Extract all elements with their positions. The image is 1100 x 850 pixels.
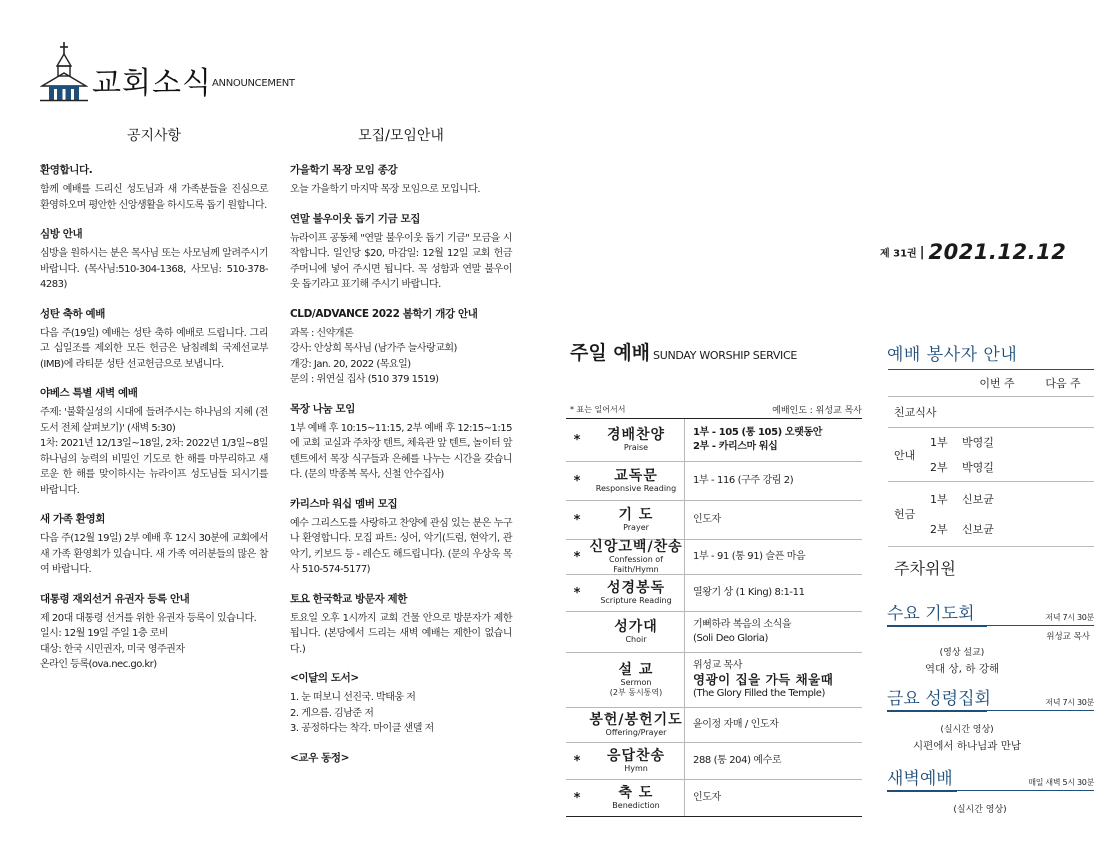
worship-item-name: 기 도 Prayer [588,501,685,539]
worship-order-table [566,418,862,817]
worship-item-name: 축 도 Benediction [588,780,685,816]
dawn-detail: (실시간 영상) [953,805,1007,815]
notice-body: 1부 예배 후 10:15~11:15, 2부 예배 후 12:15~1:15에 교회 교실과 주차장 텐트, 체육관 앞 텐트, 놀이터 앞 텐트에서 목장 식구들과 은혜를 나누는 시간을 갖습니다. (문의 박종복 목사, 신철 안수집사) [290,422,512,480]
wednesday-service-header [887,601,1094,626]
worship-row [566,575,862,612]
worship-item-content: 열왕기 상 (1 King) 8:1-11 [693,587,805,598]
friday-service-time: 저녁 7시 30분 [1045,698,1094,707]
guide-row: 2부 박영길 [930,461,994,474]
stand-marker: * [573,473,581,489]
bulletin-date: 2021.12.12 [928,240,1067,264]
notice-item [40,306,268,373]
notice-item [290,306,512,388]
worship-row [566,612,862,653]
notice-item [290,670,512,737]
notice-body: 다음 주(12월 19일) 2부 예배 후 12시 30분에 교회에서 새 가족 환영회가 있습니다. 새 가족 여러분들의 많은 참여 바랍니다. [40,533,268,575]
page-title: 교회소식 [92,66,212,101]
notice-title: <이달의 도서> [290,672,359,684]
notice-title: 심방 안내 [40,228,83,240]
worship-row [566,462,862,501]
notice-title: 카리스마 워십 멤버 모집 [290,497,398,510]
notice-title: 목장 나눔 모임 [290,402,355,415]
header [40,40,400,110]
notice-body: 주제: '불확실성의 시대에 들려주시는 하나님의 지혜 (전도서 전체 살펴보기)' (새벽 5:30) 1차: 2021년 12/13일~18일, 2차: 2022년 1/3일~8일 하나님의 능력의 비밀인 기도로 한 해를 마무리하고 새로운 한 해를 맞이하시는 뉴라이프 성도님들 되시기를 바랍니다. [40,407,268,496]
notice-item [290,401,512,483]
notice-body: 제 20대 대통령 선거를 위한 유권자 등록이 있습니다. 일시: 12월 19일 주일 1층 로비 대상: 한국 시민권자, 미국 영주권자 온라인 등록(ova.nec.go.kr) [40,612,257,670]
recruit-list [290,162,512,778]
notice-title: 환영합니다. [40,164,93,176]
worship-item-name: 신앙고백/찬송 Confession of Faith/Hymn [588,540,685,574]
stand-marker: * [573,585,581,601]
notice-body: 심방을 원하시는 분은 목사님 또는 사모님께 알려주시기 바랍니다. (목사님:510-304-1368, 사모님: 510-378-4283) [40,248,268,290]
worship-row [566,653,862,708]
standing-note: * 표는 일어서서 [570,405,626,414]
notice-body: 다음 주(19일) 예배는 성탄 축하 예배로 드립니다. 그리고 십일조를 제외한 모든 헌금은 남침례회 국제선교부(IMB)에 라티문 성탄 선교헌금으로 보냅니다. [40,327,268,370]
notice-title: CLD/ADVANCE 2022 봄학기 개강 안내 [290,307,478,320]
worship-item-content: 기뻐하라 복음의 소식을 (Soli Deo Gloria) [693,619,792,644]
notice-item [40,591,268,673]
page-subtitle: ANNOUNCEMENT [212,78,295,89]
notice-item [290,162,512,198]
offering-group: 헌금 1부 신보균 2부 신보균 [888,482,1094,547]
notice-title: 연말 불우이웃 돕기 기금 모집 [290,212,420,225]
guide-group: 안내 1부 박영길 2부 박영길 [888,428,1094,482]
dawn-service-time: 매일 새벽 5시 30분 [1028,778,1094,787]
notice-title: 야베스 특별 새벽 예배 [40,387,138,399]
worship-item-name: 교독문 Responsive Reading [588,462,685,500]
stand-marker: * [573,512,581,528]
worship-item-content: 위성교 목사 영광이 집을 가득 채울때 (The Glory Filled the Temple) [693,660,834,699]
notice-item [40,162,268,213]
worship-item-content: 1부 - 105 (통 105) 오랫동안 2부 - 카리스마 워십 [693,427,822,452]
friday-service-title: 금요 성령집회 [887,689,991,709]
notice-title: 가을학기 목장 모임 종강 [290,164,398,176]
volunteers-table [888,369,1094,587]
worship-notes [570,404,862,415]
notice-item [40,511,268,578]
worship-row [566,780,862,816]
worship-row [566,540,862,575]
worship-item-content: 인도자 [693,792,721,803]
stand-marker: * [573,432,581,448]
worship-item-name: 봉헌/봉헌기도 Offering/Prayer [588,708,685,742]
dawn-service-title: 새벽예배 [887,769,953,789]
wednesday-service-time: 저녁 7시 30분 [1045,613,1094,622]
friday-detail: (실시간 영상) 시편에서 하나님과 만남 [912,725,1022,752]
notice-body: 토요일 오후 1시까지 교회 건물 안으로 방문자가 제한됩니다. (본당에서 드리는 새벽 예배는 제한이 없습니다.) [290,612,512,655]
notice-title: 대통령 재외선거 유권자 등록 안내 [40,592,190,605]
fellowship-row: 친교식사 [888,397,1094,428]
worship-item-name: 경배찬양 Praise [588,419,685,461]
offering-row: 2부 신보균 [930,523,994,536]
notice-body: 예수 그리스도를 사랑하고 찬양에 관심 있는 분은 누구나 환영합니다. 모집 파트: 싱어, 악기(드럼, 현악기, 관악기, 키보드 등 - 레슨도 해드립니다). (문의 우상욱 목사 510-574-5177) [290,517,512,575]
stand-marker: * [573,549,581,565]
stand-marker: * [573,753,581,769]
parking-row: 주차위원 [894,558,956,578]
notices-title: 공지사항 [126,128,182,144]
notice-title: 토요 한국학교 방문자 제한 [290,592,407,605]
worship-item-name: 응답찬송 Hymn [588,743,685,779]
worship-item-name: 성가대 Choir [588,612,685,652]
worship-item-content: 1부 - 116 (구주 강림 2) [693,475,794,486]
notice-item [40,385,268,498]
dawn-service-header [887,766,1094,791]
volume-number: 제 31권 [880,248,917,260]
notices-list [40,162,268,686]
worship-item-content: 288 (통 204) 예수로 [693,755,782,766]
bulletin-date-block: 제 31권 | 2021.12.12 [880,240,1067,264]
worship-item-name: 성경봉독 Scripture Reading [588,575,685,611]
wednesday-detail: (영상 설교) 역대 상, 하 강해 [924,648,1000,675]
worship-row [566,743,862,780]
wednesday-service-title: 수요 기도회 [887,604,975,624]
col-this-week: 이번 주 [979,377,1015,390]
notice-body: 1. 눈 떠보니 선진국. 박태웅 저 2. 게으름. 김남준 저 3. 공정하다는 착각. 마이클 샌델 저 [290,692,434,734]
notice-title: 새 가족 환영회 [40,513,105,525]
church-icon [40,40,88,102]
worship-leader: 예배인도 : 위성교 목사 [772,406,862,416]
notice-body: 뉴라이프 공동체 "연말 불우이웃 돕기 기금" 모금을 시작합니다. 일인당 $20, 마감일: 12월 12일 교회 헌금 주머니에 넣어 주시면 됩니다. 꼭 성함과 연말 불우이웃 돕기라고 표기해 주시기 바랍니다. [290,232,512,290]
notice-title: 성탄 축하 예배 [40,307,105,320]
wednesday-preacher: 위성교 목사 [1046,632,1090,642]
col-next-week: 다음 주 [1045,377,1081,390]
notice-item [40,226,268,293]
worship-item-content: 인도자 [693,514,721,525]
notice-body: 과목 : 신약개론 강사: 안상희 목사님 (남가주 늘사랑교회) 개강: Jan. 20, 2022 (목요일) 문의 : 위연실 집사 (510 379 1519) [290,327,457,385]
offering-row: 1부 신보균 [930,493,994,506]
worship-item-content: 1부 - 91 (통 91) 슬픈 마음 [693,551,806,562]
worship-item-content: 윤이정 자매 / 인도자 [693,719,779,730]
notice-item [290,591,512,658]
worship-row [566,708,862,743]
notice-item [290,211,512,293]
worship-row [566,419,862,462]
notice-body: 함께 예배를 드리신 성도님과 새 가족분들을 진심으로 환영하오며 평안한 신앙생활을 하시도록 돕기 원합니다. [40,184,268,211]
guide-row: 1부 박영길 [930,436,994,449]
notice-title: <교우 동정> [290,751,350,764]
recruit-title: 모집/모임안내 [358,128,444,144]
worship-row [566,501,862,540]
friday-service-header [887,686,1094,711]
worship-item-name: 설 교 Sermon (2부 동시통역) [588,653,685,707]
volunteers-title: 예배 봉사자 안내 [887,345,1018,365]
notice-body: 오늘 가을학기 마지막 목장 모임으로 모입니다. [290,184,481,195]
worship-title: 주일 예배 SUNDAY WORSHIP SERVICE [570,342,798,364]
stand-marker: * [573,790,581,806]
notice-item [290,750,512,765]
volunteers-header-row [888,370,1094,397]
notice-item [290,496,512,578]
